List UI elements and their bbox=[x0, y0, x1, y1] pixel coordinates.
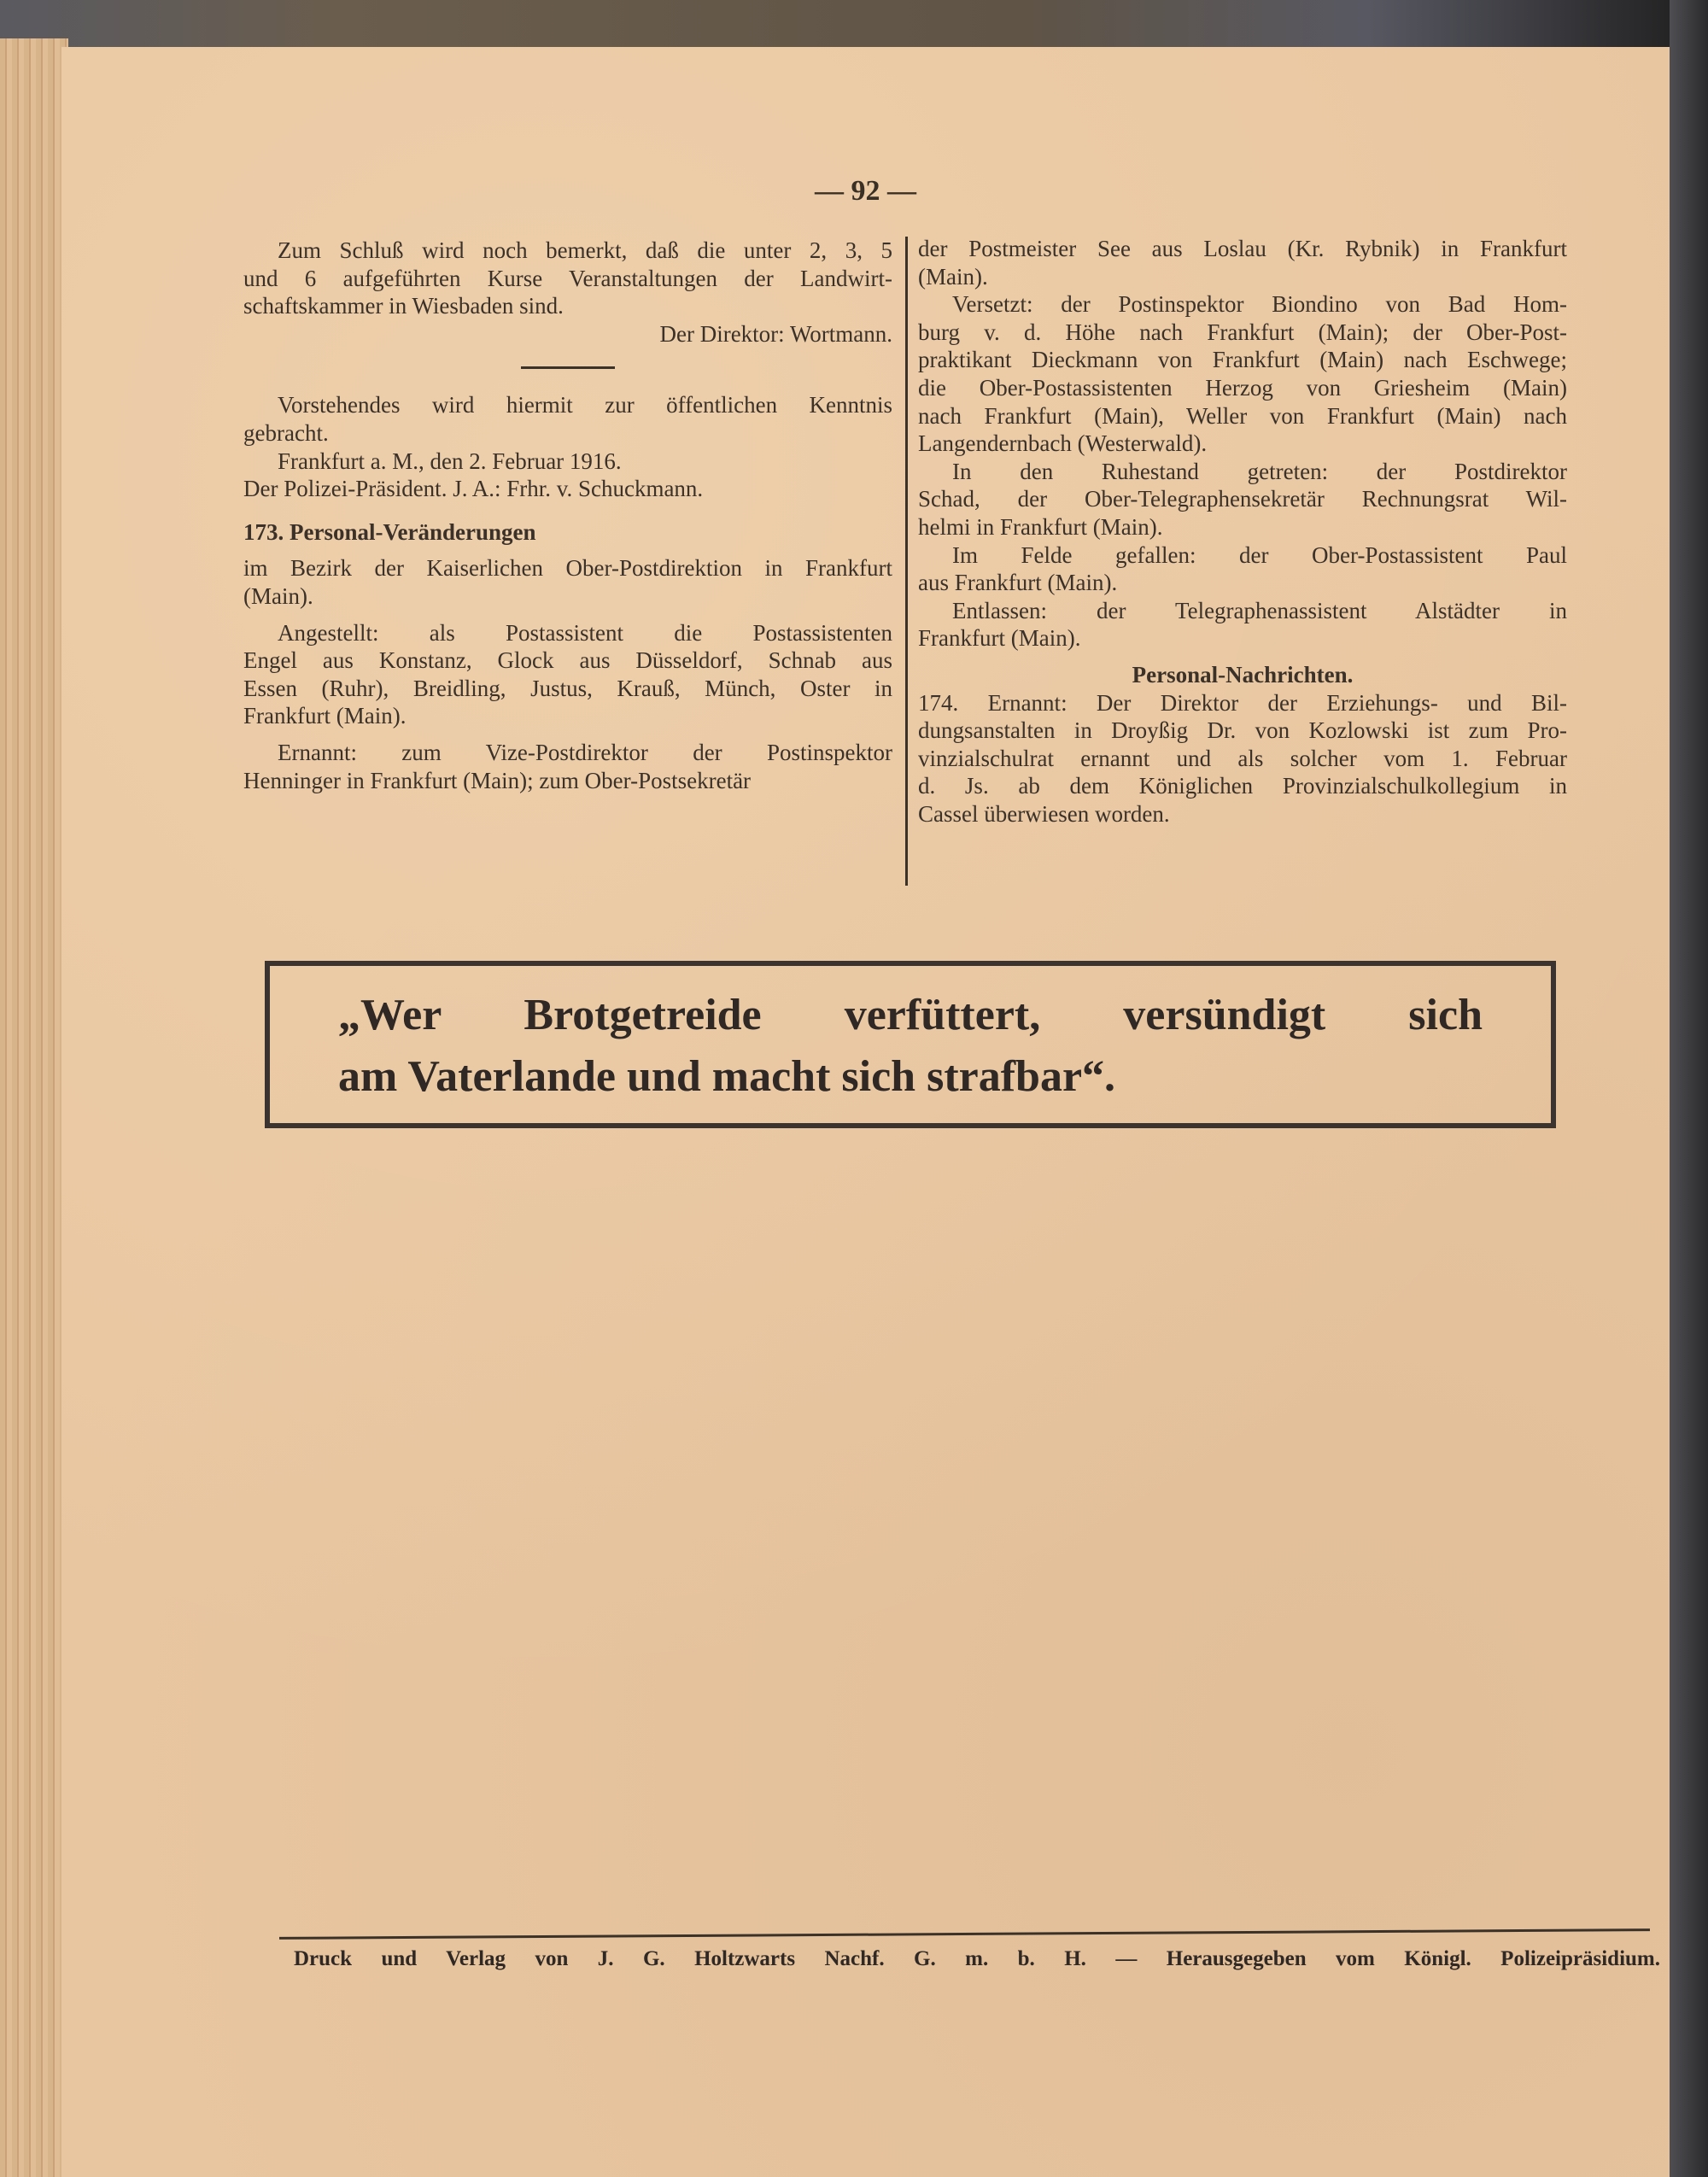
text-line: Der Polizei-Präsident. J. A.: Frhr. v. Schuckmann. bbox=[243, 476, 704, 502]
text-line: schaftskammer in Wiesbaden sind. bbox=[243, 293, 564, 319]
entlassen-paragraph bbox=[918, 597, 1567, 653]
book-cover-right bbox=[1670, 0, 1708, 2177]
text-line: Essen (Ruhr), Breidling, Justus, Krauß, Münch, Oster in bbox=[243, 675, 892, 701]
text-line: praktikant Dieckmann von Frankfurt (Main) nach Eschwege; bbox=[918, 347, 1567, 373]
right-column bbox=[918, 235, 1567, 828]
section-rule bbox=[521, 366, 615, 369]
text-line: Langendernbach (Westerwald). bbox=[918, 430, 1208, 457]
text-line: Personal-Nachrichten. bbox=[1132, 661, 1354, 688]
text-line: und 6 aufgeführten Kurse Veranstaltungen der Landwirt- bbox=[243, 265, 892, 291]
left-column bbox=[243, 237, 892, 794]
footer-rule bbox=[279, 1928, 1650, 1940]
text-line: Frankfurt a. M., den 2. Februar 1916. bbox=[278, 448, 622, 474]
text-line: im Bezirk der Kaiserlichen Ober-Postdirektion in Frankfurt bbox=[243, 555, 892, 582]
notice-box bbox=[265, 961, 1556, 1128]
text-line: aus Frankfurt (Main). bbox=[918, 570, 1118, 596]
text-line: vinzialschulrat ernannt und als solcher vom 1. Februar bbox=[918, 745, 1567, 771]
page-number: — 92 — bbox=[815, 175, 916, 207]
document-page bbox=[61, 47, 1670, 2177]
district-subheading bbox=[243, 554, 892, 610]
text-line: Cassel überwiesen worden. bbox=[918, 800, 1170, 827]
text-line: 174. Ernannt: Der Direktor der Erziehungs- und Bil- bbox=[918, 689, 1567, 716]
continuation-paragraph bbox=[918, 235, 1567, 290]
text-line: d. Js. ab dem Königlichen Provinzialschulkollegium in bbox=[918, 773, 1567, 799]
text-line: Ernannt: zum Vize-Postdirektor der Postinspektor bbox=[278, 739, 892, 765]
publication-paragraph bbox=[243, 391, 892, 447]
text-line: nach Frankfurt (Main), Weller von Frankfurt (Main) nach bbox=[918, 402, 1567, 429]
text-line: Entlassen: der Telegraphenassistent Alstädter in bbox=[952, 597, 1567, 623]
notice-line: am Vaterlande und macht sich strafbar“. bbox=[338, 1052, 1116, 1101]
text-line: (Main). bbox=[918, 263, 988, 290]
date-line bbox=[243, 448, 892, 476]
versetzt-paragraph bbox=[918, 290, 1567, 458]
gefallen-paragraph bbox=[918, 541, 1567, 597]
text-line: helmi in Frankfurt (Main). bbox=[918, 513, 1163, 540]
closing-paragraph bbox=[243, 237, 892, 320]
book-cover-top bbox=[0, 0, 1708, 47]
ruhestand-paragraph bbox=[918, 458, 1567, 541]
ernannt-paragraph bbox=[243, 739, 892, 794]
text-line: Frankfurt (Main). bbox=[918, 625, 1081, 652]
column-divider bbox=[905, 237, 908, 886]
imprint-footer: Druck und Verlag von J. G. Holtzwarts Nachf. G. m. b. H. — Herausgegeben vom Königl. Polizeipräsidium. bbox=[294, 1947, 1660, 1970]
police-signature bbox=[243, 475, 892, 503]
text-line: dungsanstalten in Droyßig Dr. von Kozlowski ist zum Pro- bbox=[918, 717, 1567, 744]
angestellt-paragraph bbox=[243, 619, 892, 730]
text-line: die Ober-Postassistenten Herzog von Griesheim (Main) bbox=[918, 374, 1567, 401]
personal-nachrichten-heading bbox=[918, 661, 1567, 689]
text-line: In den Ruhestand getreten: der Postdirektor bbox=[952, 458, 1567, 484]
text-line: Henninger in Frankfurt (Main); zum Ober-Postsekretär bbox=[243, 767, 752, 793]
text-line: Versetzt: der Postinspektor Biondino von Bad Hom- bbox=[952, 291, 1567, 318]
section-174-paragraph bbox=[918, 689, 1567, 828]
text-line: burg v. d. Höhe nach Frankfurt (Main); der Ober-Post- bbox=[918, 319, 1567, 345]
text-line: Der Direktor: Wortmann. bbox=[659, 320, 892, 347]
section-173-heading bbox=[243, 518, 892, 547]
text-line: 173. Personal-Veränderungen bbox=[243, 518, 536, 545]
text-line: Frankfurt (Main). bbox=[243, 703, 407, 729]
director-signature bbox=[243, 320, 892, 348]
text-line: Schad, der Ober-Telegraphensekretär Rechnungsrat Wil- bbox=[918, 486, 1567, 512]
text-line: der Postmeister See aus Loslau (Kr. Rybnik) in Frankfurt bbox=[918, 236, 1567, 261]
text-line: Vorstehendes wird hiermit zur öffentlichen Kenntnis bbox=[278, 392, 892, 418]
text-line: Angestellt: als Postassistent die Postassistenten bbox=[278, 619, 892, 646]
text-line: gebracht. bbox=[243, 419, 329, 446]
text-line: Zum Schluß wird noch bemerkt, daß die unter 2, 3, 5 bbox=[278, 237, 892, 263]
text-line: (Main). bbox=[243, 582, 313, 609]
notice-line: „Wer Brotgetreide verfüttert, versündigt sich bbox=[338, 991, 1483, 1039]
text-line: Engel aus Konstanz, Glock aus Düsseldorf, Schnab aus bbox=[243, 647, 892, 674]
page-edges bbox=[0, 38, 68, 2177]
text-line: Im Felde gefallen: der Ober-Postassistent Paul bbox=[952, 541, 1567, 568]
